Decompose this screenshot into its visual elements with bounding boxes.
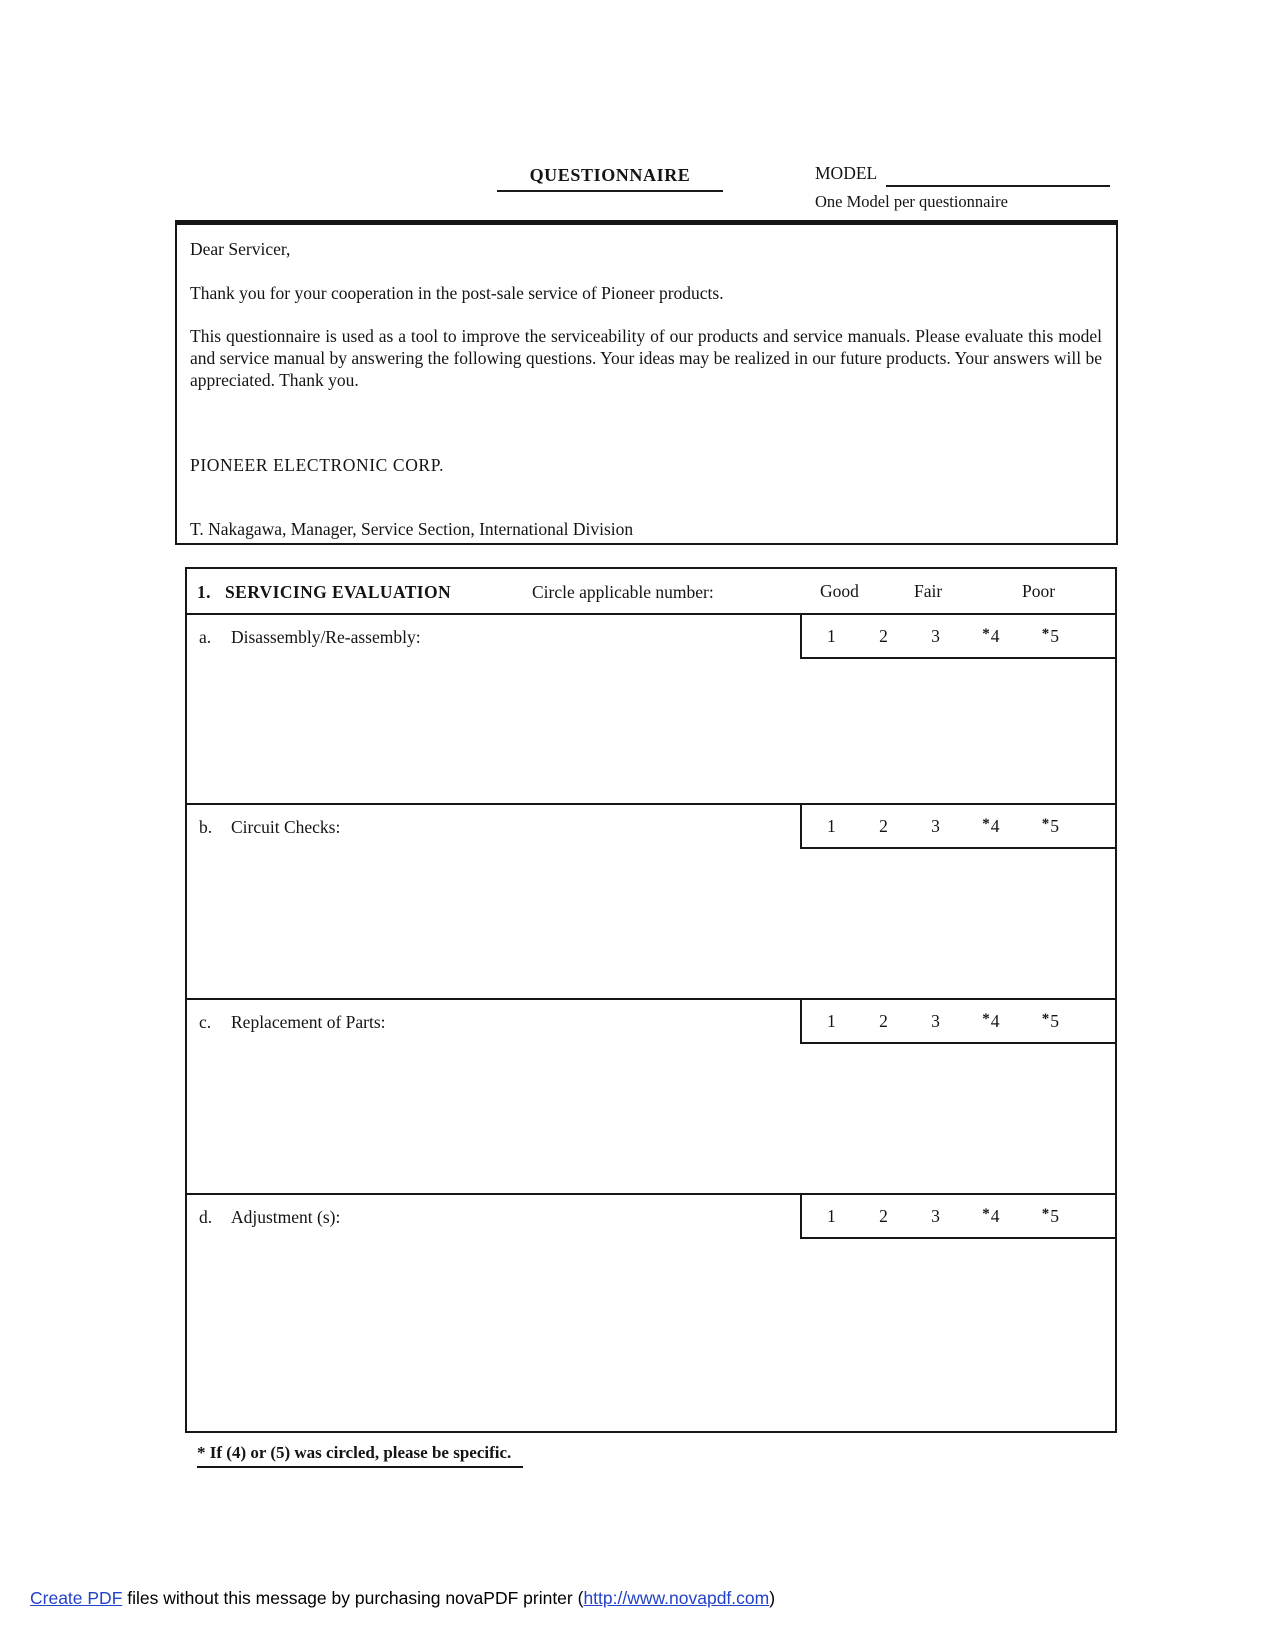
evaluation-table-header (187, 569, 1115, 613)
section-title (197, 582, 451, 603)
rating-option-2: 2 (879, 625, 888, 646)
letter-box (175, 220, 1118, 545)
rating-option-3: 3 (931, 815, 940, 836)
company-name: PIONEER ELECTRONIC CORP. (190, 455, 445, 475)
row-label-adjustments (199, 1207, 340, 1228)
row-label-text: Disassembly/Re-assembly: (231, 627, 421, 647)
ratings-box-disassembly (800, 615, 1115, 659)
row-label-text: Adjustment (s): (231, 1207, 341, 1227)
row-label-text: Replacement of Parts: (231, 1012, 386, 1032)
signature-line: T. Nakagawa, Manager, Service Section, International Division (190, 519, 634, 539)
create-pdf-link[interactable]: Create PDF (30, 1588, 123, 1608)
rating-option-1: 1 (827, 1010, 836, 1031)
ratings-box-replacement-of-parts (800, 1000, 1115, 1044)
rating-option-4: *4 (982, 815, 1000, 836)
rating-option-4: *4 (982, 1205, 1000, 1226)
rating-option-2: 2 (879, 1010, 888, 1031)
rating-option-2: 2 (879, 815, 888, 836)
evaluation-row-replacement-of-parts (187, 998, 1115, 1193)
novapdf-url-link[interactable]: http://www.novapdf.com (583, 1588, 770, 1608)
row-label-disassembly (199, 627, 421, 648)
row-label-text: Circuit Checks: (231, 817, 341, 837)
ratings-box-adjustments (800, 1195, 1115, 1239)
row-letter: b. (199, 817, 213, 837)
rating-option-1: 1 (827, 815, 836, 836)
rating-option-5: *5 (1041, 1205, 1059, 1226)
section-number: 1. (197, 582, 211, 602)
rating-option-4: *4 (982, 625, 1000, 646)
section-title-text: SERVICING EVALUATION (225, 582, 452, 602)
model-blank-line (886, 167, 1110, 187)
evaluation-row-disassembly (187, 613, 1115, 803)
rating-option-3: 3 (931, 1010, 940, 1031)
circle-instruction: Circle applicable number: (532, 582, 714, 602)
evaluation-table (185, 567, 1117, 1433)
salutation: Dear Servicer, (190, 239, 291, 259)
rating-option-5: *5 (1041, 1010, 1059, 1031)
scale-header-fair: Fair (914, 581, 943, 601)
letter-paragraph-1: Thank you for your cooperation in the post-sale service of Pioneer products. (190, 283, 724, 303)
row-letter: c. (199, 1012, 212, 1032)
footer-text-2: ) (769, 1588, 776, 1608)
rating-option-1: 1 (827, 1205, 836, 1226)
rating-option-5: *5 (1041, 625, 1059, 646)
evaluation-row-circuit-checks (187, 803, 1115, 998)
rating-option-2: 2 (879, 1205, 888, 1226)
rating-option-4: *4 (982, 1010, 1000, 1031)
row-letter: d. (199, 1207, 213, 1227)
letter-paragraph-2: This questionnaire is used as a tool to improve the serviceability of our products and service manuals. Please evaluate this model and service manual by answering the following questions. Your ideas may be realized in our future products. Your answers will be appreciated. Thank you. (190, 326, 1102, 390)
row-letter: a. (199, 627, 212, 647)
model-label: MODEL (815, 163, 878, 183)
rating-option-3: 3 (931, 1205, 940, 1226)
model-note: One Model per questionnaire (815, 192, 1008, 211)
rating-option-1: 1 (827, 625, 836, 646)
rating-option-5: *5 (1041, 815, 1059, 836)
row-label-replacement-of-parts (199, 1012, 386, 1033)
scale-header-poor: Poor (1022, 581, 1056, 601)
scale-header-good: Good (820, 581, 859, 601)
row-label-circuit-checks (199, 817, 340, 838)
footer-text-1: files without this message by purchasing novaPDF printer ( (122, 1588, 584, 1608)
ratings-box-circuit-checks (800, 805, 1115, 849)
evaluation-row-adjustments (187, 1193, 1115, 1431)
rating-option-3: 3 (931, 625, 940, 646)
pdf-watermark-footer (30, 1588, 775, 1609)
document-title: QUESTIONNAIRE (497, 165, 723, 192)
footnote: * If (4) or (5) was circled, please be specific. (197, 1443, 523, 1468)
